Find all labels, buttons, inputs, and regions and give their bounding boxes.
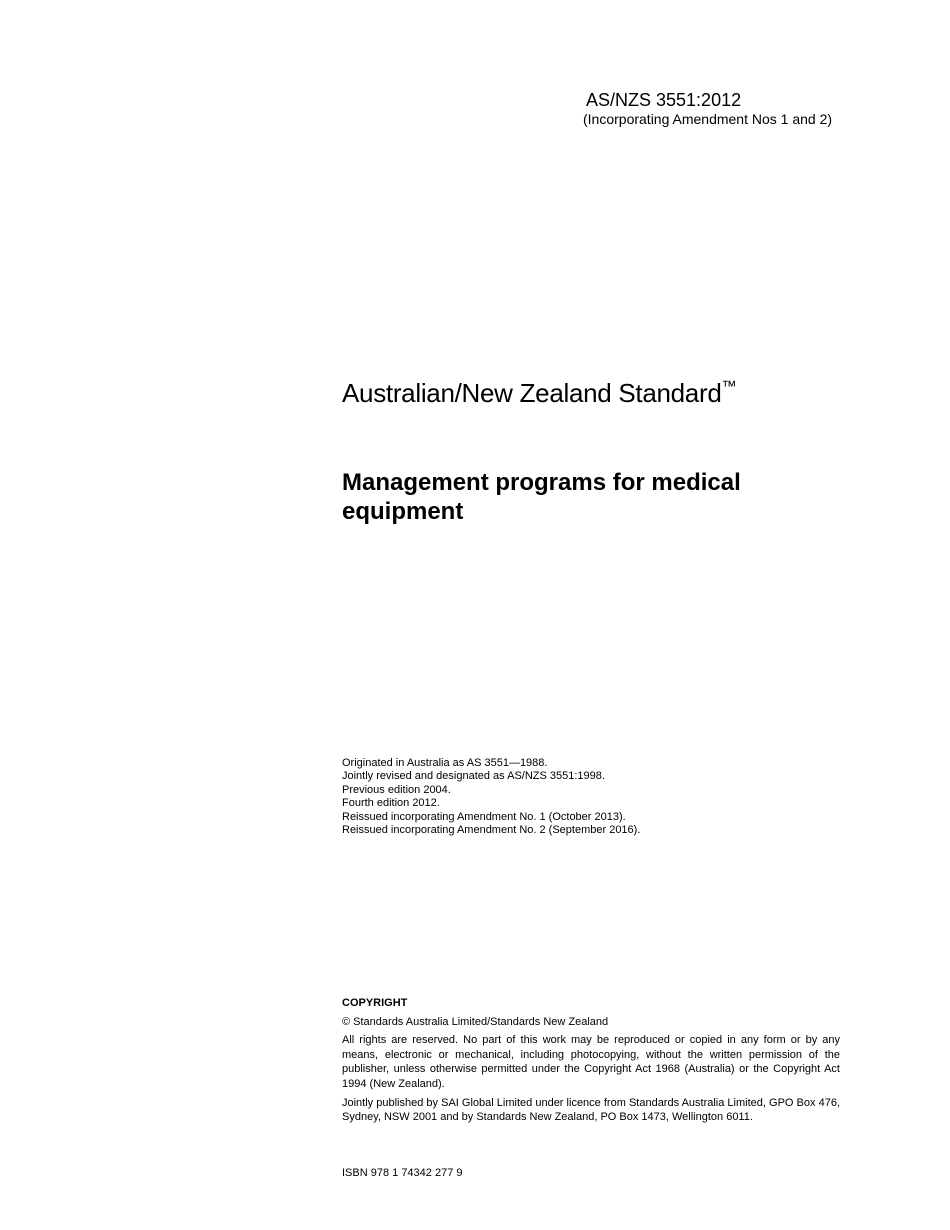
publication-history [342,757,842,837]
history-line: Reissued incorporating Amendment No. 2 (September 2016). [342,824,641,837]
publisher-statement: Jointly published by SAI Global Limited under licence from Standards Australia Limited, GPO Box 476, Sydney, NSW 2001 and by Standards New Zealand, PO Box 1473, Wellington 6011. [342,1096,840,1124]
document-title: Management programs for medical equipment [342,469,741,525]
history-line: Previous edition 2004. [342,783,451,796]
standard-type-label: Australian/New Zealand Standard [342,378,722,408]
rights-statement: All rights are reserved. No part of this work may be reproduced or copied in any form or by any means, electronic or mechanical, including photocopying, without the written permission of the publisher, unless otherwise permitted under the Copyright Act 1968 (Australia) or the Copyright Act 1994 (New Zealand). [342,1034,840,1090]
history-line: Fourth edition 2012. [342,797,440,810]
amendment-note: (Incorporating Amendment Nos 1 and 2) [583,111,833,127]
history-line: Originated in Australia as AS 3551—1988. [342,757,548,769]
copyright-heading: COPYRIGHT [342,997,408,1009]
standard-number: AS/NZS 3551:2012 [586,90,742,110]
isbn: ISBN 978 1 74342 277 9 [342,1167,463,1179]
copyright-block [342,996,840,1129]
trademark-symbol: ™ [721,378,737,395]
history-line: Jointly revised and designated as AS/NZS 3551:1998. [342,770,605,783]
history-line: Reissued incorporating Amendment No. 1 (October 2013). [342,810,626,823]
copyright-owner: © Standards Australia Limited/Standards New Zealand [342,1015,609,1028]
standard-type-heading [342,377,736,409]
